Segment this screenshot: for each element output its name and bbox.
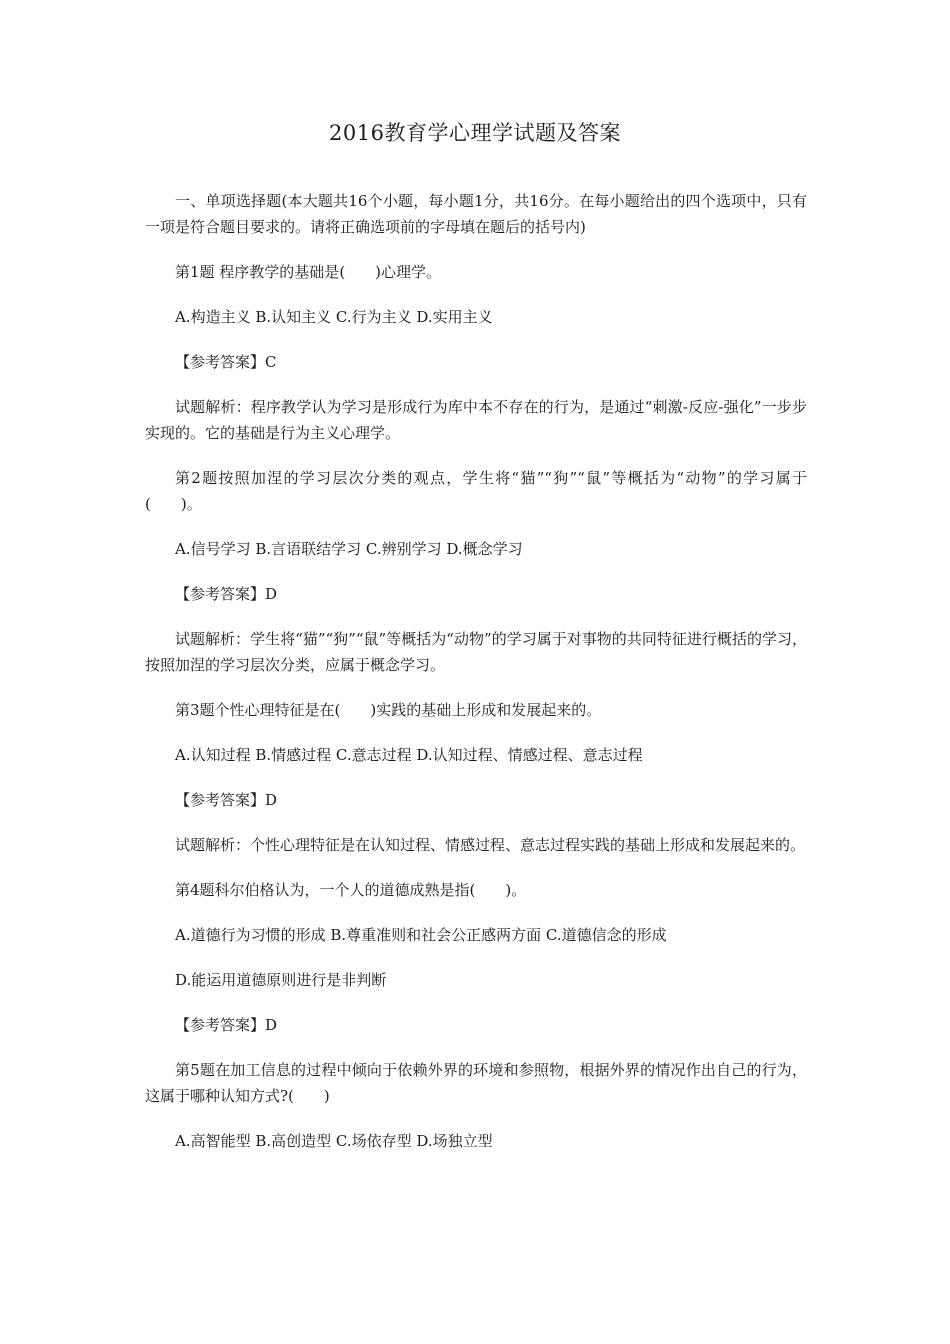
question-2-options: A.信号学习 B.言语联结学习 C.辨别学习 D.概念学习 bbox=[175, 540, 523, 558]
question-2-answer: 【参考答案】D bbox=[175, 585, 278, 603]
document-title: 2016教育学心理学试题及答案 bbox=[329, 121, 621, 145]
question-4-options: A.道德行为习惯的形成 B.尊重准则和社会公正感两方面 C.道德信念的形成 bbox=[175, 926, 667, 944]
question-5: 第5题在加工信息的过程中倾向于依赖外界的环境和参照物，根据外界的情况作出自己的行为，这属于哪种认知方式?( ) bbox=[145, 1061, 807, 1105]
question-3-explanation: 试题解析：个性心理特征是在认知过程、情感过程、意志过程实践的基础上形成和发展起来的。 bbox=[175, 836, 806, 854]
question-5-options: A.高智能型 B.高创造型 C.场依存型 D.场独立型 bbox=[175, 1132, 493, 1150]
question-4-answer: 【参考答案】D bbox=[175, 1016, 278, 1034]
section-instructions: 一、单项选择题(本大题共16个小题，每小题1分，共16分。在每小题给出的四个选项中，只有一项是符合题目要求的。请将正确选项前的字母填在题后的括号内) bbox=[145, 192, 807, 236]
question-3: 第3题个性心理特征是在( )实践的基础上形成和发展起来的。 bbox=[175, 701, 602, 719]
question-4-options-continued: D.能运用道德原则进行是非判断 bbox=[175, 971, 387, 989]
document-body bbox=[145, 188, 807, 1173]
question-1-options: A.构造主义 B.认知主义 C.行为主义 D.实用主义 bbox=[175, 308, 493, 326]
question-2-explanation: 试题解析：学生将“猫”“狗”“鼠”等概括为“动物”的学习属于对事物的共同特征进行概括的学习，按照加涅的学习层次分类，应属于概念学习。 bbox=[145, 630, 807, 674]
question-3-answer: 【参考答案】D bbox=[175, 791, 278, 809]
question-2: 第2题按照加涅的学习层次分类的观点，学生将“猫”“狗”“鼠”等概括为“动物”的学习属于( )。 bbox=[145, 469, 807, 513]
question-3-options: A.认知过程 B.情感过程 C.意志过程 D.认知过程、情感过程、意志过程 bbox=[175, 746, 643, 764]
question-1: 第1题 程序教学的基础是( )心理学。 bbox=[175, 263, 442, 281]
question-1-explanation: 试题解析：程序教学认为学习是形成行为库中本不存在的行为，是通过“刺激-反应-强化”一步步实现的。它的基础是行为主义心理学。 bbox=[145, 398, 807, 442]
question-1-answer: 【参考答案】C bbox=[175, 353, 277, 371]
question-4: 第4题科尔伯格认为，一个人的道德成熟是指( )。 bbox=[175, 881, 527, 899]
